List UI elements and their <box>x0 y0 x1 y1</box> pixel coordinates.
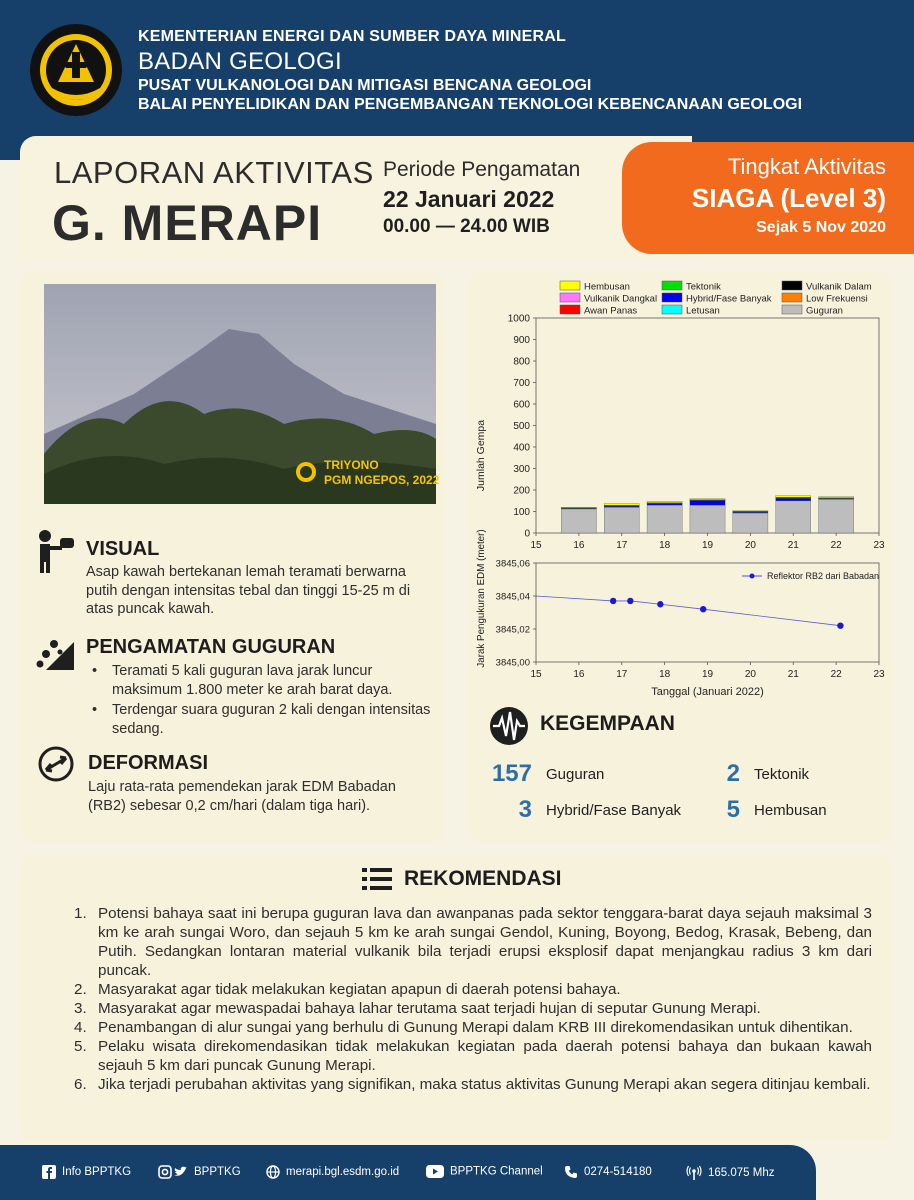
bar-segment <box>819 499 854 533</box>
x-tick-label: 23 <box>873 540 885 551</box>
x-tick-label: 17 <box>616 669 628 680</box>
x-tick-label: 21 <box>787 669 799 680</box>
edm-point <box>700 606 706 612</box>
rockfall-icon <box>36 636 76 672</box>
line-legend-marker <box>750 574 755 579</box>
binoculars-person-icon <box>36 528 76 574</box>
label-hybrid: Hybrid/Fase Banyak <box>546 802 682 819</box>
deformation-title: DEFORMASI <box>88 752 208 774</box>
rockfall-title: PENGAMATAN GUGURAN <box>86 636 336 658</box>
org-office: BALAI PENYELIDIKAN DAN PENGEMBANGAN TEKNOLOGI KEBENCANAAN GEOLOGI <box>138 96 803 113</box>
phone-label: 0274-514180 <box>584 1166 652 1179</box>
x-tick-label: 23 <box>873 669 885 680</box>
legend-label: Hybrid/Fase Banyak <box>686 293 772 305</box>
bar-segment <box>690 499 725 500</box>
footer-facebook[interactable] <box>42 1165 131 1179</box>
y-tick-label: 3845,04 <box>495 591 530 603</box>
observation-time: 00.00 — 24.00 WIB <box>383 216 550 237</box>
y-tick-label: 600 <box>513 399 530 411</box>
x-tick-label: 16 <box>573 540 585 551</box>
phone-icon <box>564 1165 578 1179</box>
legend-label: Hembusan <box>584 281 630 293</box>
seismicity-title: KEGEMPAAN <box>540 712 675 735</box>
bar-segment <box>647 505 682 533</box>
footer-radio[interactable] <box>686 1165 775 1181</box>
bar-segment <box>690 505 725 533</box>
rockfall-list <box>86 662 432 740</box>
social-label: BPPTKG <box>194 1166 241 1179</box>
y-tick-label: 800 <box>513 356 530 368</box>
visual-title: VISUAL <box>86 538 160 560</box>
deformation-text: Laju rata-rata pemendekan jarak EDM Babadan (RB2) sebesar 0,2 cm/hari (dalam tiga hari). <box>88 779 396 814</box>
recommendation-text: Penambangan di alur sungai yang berhulu di Gunung Merapi dalam KRB III direkomendasikan untuk dihentikan. <box>98 1019 853 1036</box>
website-label: merapi.bgl.esdm.go.id <box>286 1166 400 1179</box>
legend-label: Letusan <box>686 305 720 317</box>
legend-swatch <box>782 305 802 314</box>
visual-text: Asap kawah bertekanan lemah teramati berwarna putih dengan intensitas tebal dan tinggi 15-25 m di atas puncak kawah. <box>86 564 411 617</box>
globe-icon <box>266 1165 280 1179</box>
youtube-icon <box>426 1165 444 1178</box>
recommendation-item: 5. Pelaku wisata direkomendasikan tidak melakukan kegiatan pada daerah potensi bahaya dan bukaan kawah sejauh 5 km dari puncak Gunung Merapi. <box>74 1038 872 1074</box>
edm-point <box>657 601 663 607</box>
legend-swatch <box>662 281 682 290</box>
observation-date: 22 Januari 2022 <box>383 186 555 212</box>
bar-segment <box>733 511 768 512</box>
label-hembusan: Hembusan <box>754 802 827 819</box>
x-tick-label: 16 <box>573 669 585 680</box>
bar-segment <box>604 507 639 533</box>
footer-phone[interactable] <box>564 1165 652 1179</box>
period-label: Periode Pengamatan <box>383 158 581 181</box>
recommendation-item: 6. Jika terjadi perubahan aktivitas yang signifikan, maka status aktivitas Gunung Merapi akan segera ditinjau kembali. <box>74 1076 871 1093</box>
x-tick-label: 15 <box>530 669 542 680</box>
line-x-axis-label: Tanggal (Januari 2022) <box>651 686 764 698</box>
recommendation-text: Masyarakat agar mewaspadai bahaya lahar terutama saat terjadi hujan di seputar Gunung Merapi. <box>98 1000 761 1017</box>
y-tick-label: 300 <box>513 464 530 475</box>
x-tick-label: 18 <box>659 540 671 551</box>
x-tick-label: 15 <box>530 540 542 551</box>
x-tick-label: 22 <box>830 669 842 680</box>
level-label: Tingkat Aktivitas <box>727 154 886 179</box>
photo-credit <box>324 458 439 488</box>
esdm-logo <box>28 22 124 118</box>
facebook-label: Info BPPTKG <box>62 1166 132 1179</box>
label-tektonik: Tektonik <box>754 766 810 783</box>
recommendation-text: Jika terjadi perubahan aktivitas yang signifikan, maka status aktivitas Gunung Merapi akan segera ditinjau kembali. <box>98 1076 871 1093</box>
legend-swatch <box>560 293 580 302</box>
bar-segment <box>776 496 811 498</box>
youtube-label: BPPTKG Channel <box>450 1165 543 1178</box>
x-tick-label: 19 <box>701 540 714 551</box>
y-tick-label: 400 <box>513 442 530 454</box>
legend-swatch <box>782 293 802 302</box>
y-tick-label: 3845,00 <box>495 657 530 669</box>
recommendation-item: 2. Masyarakat agar tidak melakukan kegiatan apapun di daerah potensi bahaya. <box>74 981 621 998</box>
legend-label: Vulkanik Dalam <box>806 281 872 293</box>
y-tick-label: 900 <box>513 335 530 346</box>
rockfall-item: • Teramati 5 kali guguran lava jarak luncur maksimum 1.800 meter ke arah barat daya. <box>86 662 432 699</box>
line-y-axis-label: Jarak Pengukuran EDM (meter) <box>476 529 487 668</box>
instagram-twitter-icon <box>158 1165 188 1179</box>
y-tick-label: 100 <box>513 507 530 518</box>
rockfall-item: • Terdengar suara guguran 2 kali dengan intensitas sedang. <box>86 701 432 738</box>
photo-credit-place: PGM NGEPOS, 2022 <box>324 473 440 487</box>
y-tick-label: 500 <box>513 421 530 432</box>
y-tick-label: 700 <box>513 378 530 389</box>
x-tick-label: 20 <box>744 669 756 680</box>
x-tick-label: 22 <box>830 540 842 551</box>
legend-label: Vulkanik Dangkal <box>584 293 658 305</box>
rockfall-heading <box>86 636 335 659</box>
photo-credit-name: TRIYONO <box>324 458 379 472</box>
recommendation-list <box>72 904 872 1094</box>
x-tick-label: 19 <box>701 669 714 680</box>
count-guguran: 157 <box>491 760 532 787</box>
legend-label: Low Frekuensi <box>806 293 868 305</box>
radio-label: 165.075 Mhz <box>708 1167 775 1180</box>
count-hembusan: 5 <box>726 796 740 823</box>
legend-label: Guguran <box>806 305 843 317</box>
deformation-icon <box>38 746 74 782</box>
org-ministry: KEMENTERIAN ENERGI DAN SUMBER DAYA MINERAL <box>138 28 566 45</box>
x-tick-label: 20 <box>744 540 756 551</box>
radio-icon <box>686 1165 702 1181</box>
seismograph-icon <box>488 705 530 747</box>
visual-heading <box>86 538 159 561</box>
edm-point <box>627 598 633 604</box>
legend-label: Awan Panas <box>584 305 638 317</box>
y-tick-label: 1000 <box>507 313 530 325</box>
level-value: SIAGA (Level 3) <box>691 183 886 213</box>
bar-segment <box>733 513 768 533</box>
legend-swatch <box>560 281 580 290</box>
y-tick-label: 200 <box>513 485 530 497</box>
edm-point <box>837 623 843 629</box>
deformation-heading <box>88 752 208 775</box>
legend-label: Tektonik <box>686 281 721 293</box>
edm-series-line <box>536 596 840 626</box>
y-tick-label: 0 <box>524 528 530 540</box>
report-title: LAPORAN AKTIVITAS <box>54 155 374 190</box>
level-since: Sejak 5 Nov 2020 <box>756 219 886 236</box>
org-center: PUSAT VULKANOLOGI DAN MITIGASI BENCANA GEOLOGI <box>138 77 592 94</box>
list-icon <box>362 866 392 892</box>
organization-block <box>138 28 802 114</box>
recommendation-text: Pelaku wisata direkomendasikan tidak melakukan kegiatan pada daerah potensi bahaya dan bukaan kawah sejauh 5 km dari puncak Gunung Merapi. <box>98 1038 872 1074</box>
footer-youtube[interactable] <box>426 1165 543 1178</box>
recommendation-item: 4. Penambangan di alur sungai yang berhulu di Gunung Merapi dalam KRB III direkomendasikan untuk dihentikan. <box>74 1019 853 1036</box>
legend-swatch <box>662 305 682 314</box>
recommendation-title: REKOMENDASI <box>404 867 562 890</box>
bar-segment <box>604 504 639 506</box>
y-tick-label: 3845,02 <box>495 624 530 636</box>
x-tick-label: 17 <box>616 540 628 551</box>
recommendation-item: 3. Masyarakat agar mewaspadai bahaya lahar terutama saat terjadi hujan di seputar Gunung Merapi. <box>74 1000 761 1017</box>
legend-swatch <box>560 305 580 314</box>
count-hybrid: 3 <box>518 796 532 823</box>
seismic-edm-chart <box>470 278 890 698</box>
recommendation-item: 1. Potensi bahaya saat ini berupa guguran lava dan awanpanas pada sektor tenggara-barat daya sejauh maksimal 3 km ke arah sungai Woro, dan sejauh 5 km ke arah sungai Gendol, Kuning, Boyong, Bedog, Krasak, Bebeng, dan Putih. Sedangkan lontaran material vulkanik bila terjadi erupsi eksplosif dapat menjangkau radius 3 km dari puncak. <box>74 905 872 979</box>
legend-swatch <box>662 293 682 302</box>
recommendation-text: Potensi bahaya saat ini berupa guguran lava dan awanpanas pada sektor tenggara-barat daya sejauh maksimal 3 km ke arah sungai Woro, dan sejauh 5 km ke arah sungai Gendol, Kuning, Boyong, Bedog, Krasak, Bebeng, dan Putih. Sedangkan lontaran material vulkanik bila terjadi erupsi eksplosif dapat menjangkau radius 3 km dari puncak. <box>98 905 872 979</box>
count-tektonik: 2 <box>726 760 740 787</box>
footer-website[interactable] <box>266 1165 399 1179</box>
bar-segment <box>561 507 596 508</box>
line-legend-label: Reflektor RB2 dari Babadan <box>767 571 880 581</box>
recommendation-text: Masyarakat agar tidak melakukan kegiatan apapun di daerah potensi bahaya. <box>98 981 621 998</box>
bar-segment <box>690 500 725 505</box>
y-tick-label: 3845,06 <box>495 558 530 570</box>
org-agency: BADAN GEOLOGI <box>138 48 342 75</box>
bar-segment <box>561 509 596 533</box>
edm-point <box>610 598 616 604</box>
label-guguran: Guguran <box>546 766 605 783</box>
footer-social[interactable] <box>158 1165 241 1179</box>
legend-swatch <box>782 281 802 290</box>
bar-segment <box>776 501 811 533</box>
volcano-name: G. MERAPI <box>52 195 323 251</box>
x-tick-label: 21 <box>787 540 799 551</box>
activity-level-badge <box>622 142 914 254</box>
facebook-icon <box>42 1165 56 1179</box>
x-tick-label: 18 <box>659 669 671 680</box>
bar-segment <box>819 497 854 498</box>
bar-y-axis-label: Jumlah Gempa <box>475 419 487 492</box>
bar-segment <box>647 501 682 502</box>
